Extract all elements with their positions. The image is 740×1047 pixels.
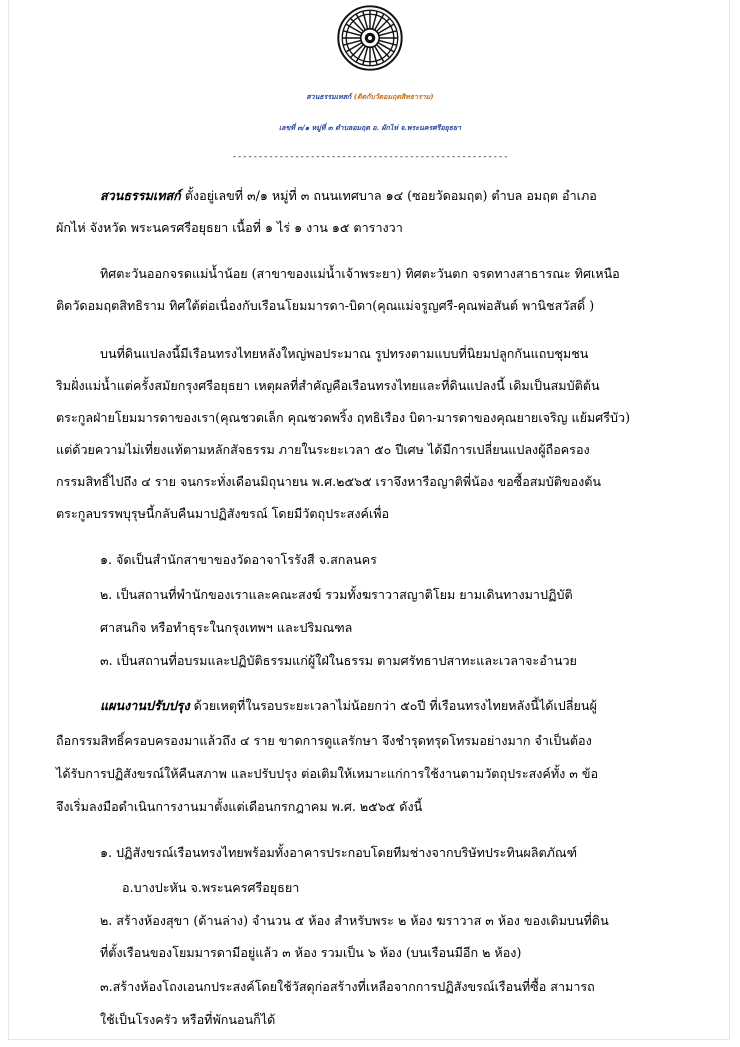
history-line-2: ริมฝั่งแม่น้ำแต่ครั้งสมัยกรุงศรีอยุธยา เหตุผลที่สำคัญคือเรือนทรงไทยและที่ดินแปลงนี้ เดิมเป็นสมบัติต้น [56, 378, 600, 393]
dharma-wheel-logo [337, 5, 403, 71]
history-line-5: กรรมสิทธิ์ไปถึง ๔ ราย จนกระทั่งเดือนมิถุนายน พ.ศ.๒๕๖๕ เราจึงหารือญาติพี่น้อง ขอซื้อสมบัติของต้น [56, 474, 602, 489]
separator-line: ----------------------------------------------------- [231, 152, 509, 162]
intro-text: ตั้งอยู่เลขที่ ๓/๑ หมู่ที่ ๓ ถนนเทศบาล ๑๔ (ซอยวัดอมฤต) ตำบล อมฤต อำเภอ [180, 188, 597, 203]
boundary-line-2: ติดวัดอมฤตสิทธิราม ทิศใต้ต่อเนื่องกับเรือนโยมมารดา-บิดา(คุณแม่จรูญศรี-คุณพ่อสันต์ พานิชสวัสดิ์ ) [56, 298, 595, 313]
address-line: เลขที่ ๓/๑ หมู่ที่ ๓ ตำบลอมฤต อ. ผักไห่ จ.พระนครศรีอยุธยา [278, 123, 462, 132]
step-1-line-2: อ.บางปะหัน จ.พระนครศรีอยุธยา [122, 880, 300, 895]
plan-line-3: ได้รับการปฏิสังขรณ์ให้คืนสภาพ และปรับปรุง ต่อเติมให้เหมาะแก่การใช้งานตามวัตถุประสงค์ทั้ง ๓ ข้อ [56, 766, 599, 781]
plan-lead: แผนงานปรับปรุง [100, 698, 190, 713]
title-main: สวนธรรมเทสก์ [306, 92, 352, 101]
step-2-line-2: ที่ตั้งเรือนของโยมมารดามีอยู่แล้ว ๓ ห้อง รวมเป็น ๖ ห้อง (บนเรือนมีอีก ๒ ห้อง) [100, 945, 522, 960]
step-3-line-1: ๓.สร้างห้องโถงเอนกประสงค์โดยใช้วัสดุก่อสร้างที่เหลือจากการปฏิสังขรณ์เรือนที่ซื้อ สามารถ [100, 979, 595, 994]
step-3-line-2: ใช้เป็นโรงครัว หรือที่พักนอนก็ได้ [100, 1012, 276, 1027]
plan-text: ด้วยเหตุที่ในรอบระยะเวลาไม่น้อยกว่า ๕๐ปี ที่เรือนทรงไทยหลังนี้ได้เปลี่ยนผู้ [189, 698, 597, 713]
intro-line-1 [100, 186, 597, 206]
objective-3: ๓. เป็นสถานที่อบรมและปฏิบัติธรรมแก่ผู้ใฝ่ในธรรม ตามศรัทธาปสาทะและเวลาจะอำนวย [100, 653, 577, 668]
intro-lead: สวนธรรมเทสก์ [100, 188, 181, 203]
intro-line-2: ผักไห่ จังหวัด พระนครศรีอยุธยา เนื้อที่ ๑ ไร่ ๑ งาน ๑๕ ตารางวา [56, 220, 403, 235]
plan-line-1 [100, 696, 597, 716]
objective-2-line-1: ๒. เป็นสถานที่พำนักของเราและคณะสงฆ์ รวมทั้งฆราวาสญาติโยม ยามเดินทางมาปฏิบัติ [100, 587, 573, 602]
history-line-1: บนที่ดินแปลงนี้มีเรือนทรงไทยหลังใหญ่พอประมาณ รูปทรงตามแบบที่นิยมปลูกกันแถบชุมชน [100, 346, 589, 361]
history-line-6: ตระกูลบรรพบุรุษนี้กลับคืนมาปฏิสังขรณ์ โดยมีวัตถุประสงค์เพื่อ [56, 506, 390, 521]
plan-line-2: ถือกรรมสิทธิ์ครอบครองมาแล้วถึง ๔ ราย ขาดการดูแลรักษา จึงชำรุดทรุดโทรมอย่างมาก จำเป็นต้อง [56, 733, 592, 748]
boundary-line-1: ทิศตะวันออกจรดแม่น้ำน้อย (สาขาของแม่น้ำเจ้าพระยา) ทิศตะวันตก จรดทางสาธารณะ ทิศเหนือ [100, 266, 620, 281]
step-2-line-1: ๒. สร้างห้องสุขา (ด้านล่าง) จำนวน ๕ ห้อง สำหรับพระ ๒ ห้อง ฆราวาส ๓ ห้อง ของเดิมบนที่ดิน [100, 913, 609, 928]
document-title [0, 92, 740, 103]
title-accent: (ติดกับวัดอมฤตสิทธาราม) [353, 92, 434, 101]
plan-line-4: จึงเริ่มลงมือดำเนินการงานมาตั้งแต่เดือนกรกฎาคม พ.ศ. ๒๕๖๕ ดังนี้ [56, 799, 423, 814]
objective-1: ๑. จัดเป็นสำนักสาขาของวัดอาจาโรรังสี จ.สกลนคร [100, 552, 377, 567]
step-1-line-1: ๑. ปฏิสังขรณ์เรือนทรงไทยพร้อมทั้งอาคารประกอบโดยทีมช่างจากบริษัทประทินผลิตภัณฑ์ [100, 845, 578, 860]
history-line-4: แต่ด้วยความไม่เที่ยงแท้ตามหลักสัจธรรม ภายในระยะเวลา ๕๐ ปีเศษ ได้มีการเปลี่ยนแปลงผู้ถือครอง [56, 442, 590, 457]
history-line-3: ตระกูลฝ่ายโยมมารดาของเรา(คุณชวดเล็ก คุณชวดพริ้ง ฤทธิเรือง บิดา-มารดาของคุณยายเจริญ แย้มศรีบัว) [56, 410, 631, 425]
objective-2-line-2: ศาสนกิจ หรือทำธุระในกรุงเทพฯ และปริมณฑล [100, 620, 353, 635]
